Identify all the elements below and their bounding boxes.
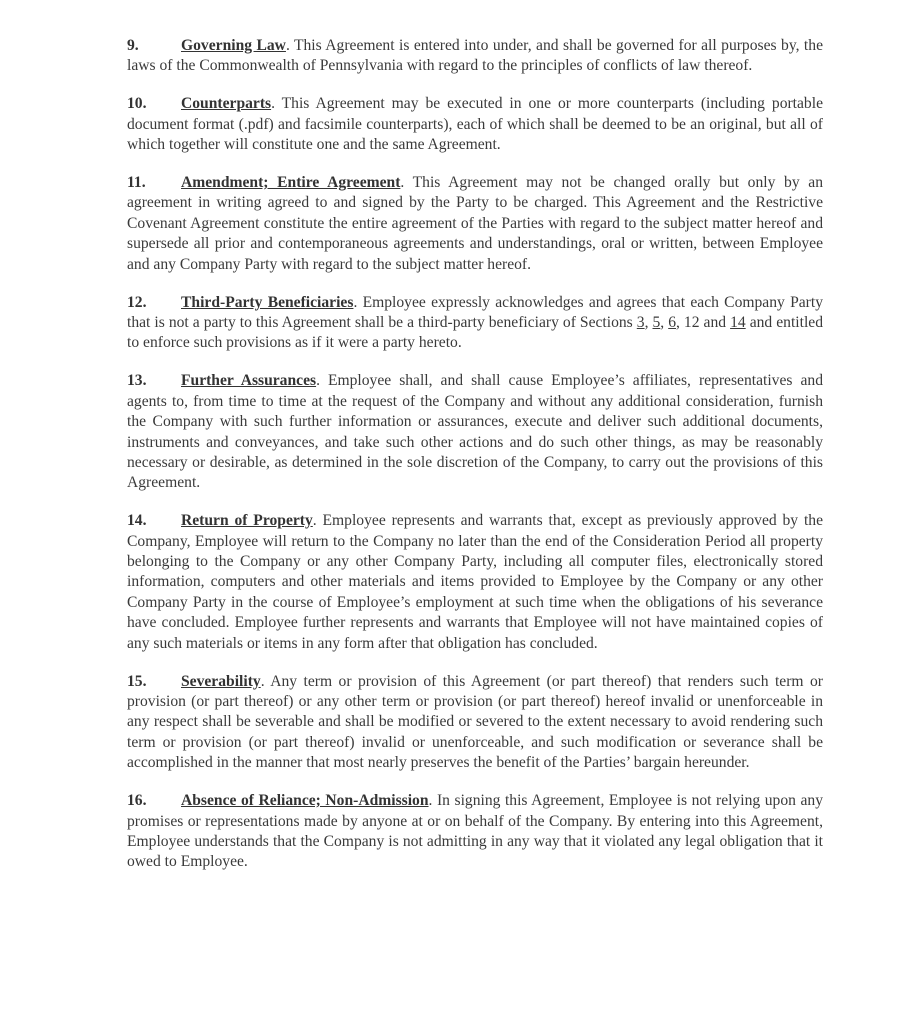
- section-11: [127, 173, 823, 275]
- section-number: 13.: [127, 372, 147, 390]
- section-reference: 3: [636, 313, 645, 331]
- separator: ,: [644, 313, 653, 331]
- section-body: . Employee shall, and shall cause Employee’s affiliates, representatives and agents to, from time to time at the request of the Company and without any additional consideration, furnish the Company with such further information or assurances, execute and deliver such additional documents, instruments and conveyances, and take such other actions and do such other things, as may be reasonably necessary or desirable, as determined in the sole discretion of the Company, to carry out the provisions of this Agreement.: [127, 372, 823, 492]
- section-number: 11.: [127, 174, 146, 192]
- section-body: . This Agreement may not be changed orally but only by an agreement in writing agreed to and signed by the Party to be charged. This Agreement and the Restrictive Covenant Agreement constitute the entire agreement of the Parties with regard to the subject matter hereof and supersede all prior and contemporaneous agreements and understandings, oral or written, between Employee and any Company Party with regard to the subject matter hereof.: [127, 174, 823, 273]
- section-10: [127, 94, 823, 155]
- section-9: [127, 36, 823, 77]
- separator: ,: [660, 313, 669, 331]
- section-heading: Amendment; Entire Agreement: [181, 174, 401, 192]
- separator: , 12 and: [676, 313, 731, 331]
- section-heading: Severability: [181, 672, 261, 690]
- section-reference: 5: [652, 313, 661, 331]
- section-15: [127, 672, 823, 774]
- section-number: 15.: [127, 672, 147, 690]
- section-body: . Employee represents and warrants that, except as previously approved by the Company, Employee will return to the Company no later than the end of the Consideration Period all property belonging to the Company or any other Company Party, including all computer files, electronically stored information, computers and other materials and items provided to Employee by the Company or any other Company Party in the course of Employee’s employment at such time when the obligations of his severance have concluded. Employee further represents and warrants that Employee will not have maintained copies of any such materials or items in any form after that obligation has concluded.: [127, 512, 823, 652]
- section-number: 12.: [127, 293, 147, 311]
- section-body: . Employee expressly acknowledges and agrees that each Company Party that is not a party to this Agreement shall be a third-party beneficiary of Sections: [127, 293, 823, 331]
- section-body: . In signing this Agreement, Employee is not relying upon any promises or representations made by anyone at or on behalf of the Company. By entering into this Agreement, Employee understands that the Company is not admitting in any way that it violated any legal obligation that it owed to Employee.: [127, 792, 823, 871]
- section-body: . This Agreement is entered into under, and shall be governed for all purposes by, the laws of the Commonwealth of Pennsylvania with regard to the principles of conflicts of law thereof.: [127, 37, 823, 75]
- section-body: . Any term or provision of this Agreement (or part thereof) that renders such term or provision (or part thereof) or any other term or provision (or part thereof) hereof invalid or unenforceable in any respect shall be severable and shall be modified or severed to the extent necessary to avoid rendering such term or provision (or part thereof) invalid or unenforceable, and such modification or severance shall be accomplished in the manner that most nearly preserves the benefit of the Parties’ bargain hereunder.: [127, 672, 823, 772]
- section-14: [127, 511, 823, 654]
- document-page: [127, 36, 823, 890]
- section-heading: Counterparts: [181, 95, 272, 113]
- section-body: and entitled to enforce such provisions as if it were a party hereto.: [127, 313, 824, 352]
- section-reference: 14: [730, 313, 746, 331]
- section-heading: Governing Law: [181, 37, 286, 54]
- section-reference: 6: [668, 313, 677, 331]
- section-heading: Return of Property: [181, 512, 313, 530]
- section-heading: Absence of Reliance; Non-Admission: [181, 792, 429, 810]
- section-body: . This Agreement may be executed in one or more counterparts (including portable document format (.pdf) and facsimile counterparts), each of which shall be deemed to be an original, but all of which together will constitute one and the same Agreement.: [127, 95, 823, 154]
- section-number: 14.: [127, 512, 147, 530]
- section-12: [127, 293, 823, 354]
- section-16: [127, 791, 823, 873]
- section-heading: Third-Party Beneficiaries: [181, 293, 354, 311]
- section-13: [127, 371, 823, 493]
- section-heading: Further Assurances: [181, 372, 317, 390]
- section-number: 16.: [127, 792, 147, 810]
- section-number: 9.: [127, 37, 139, 54]
- section-number: 10.: [127, 95, 147, 113]
